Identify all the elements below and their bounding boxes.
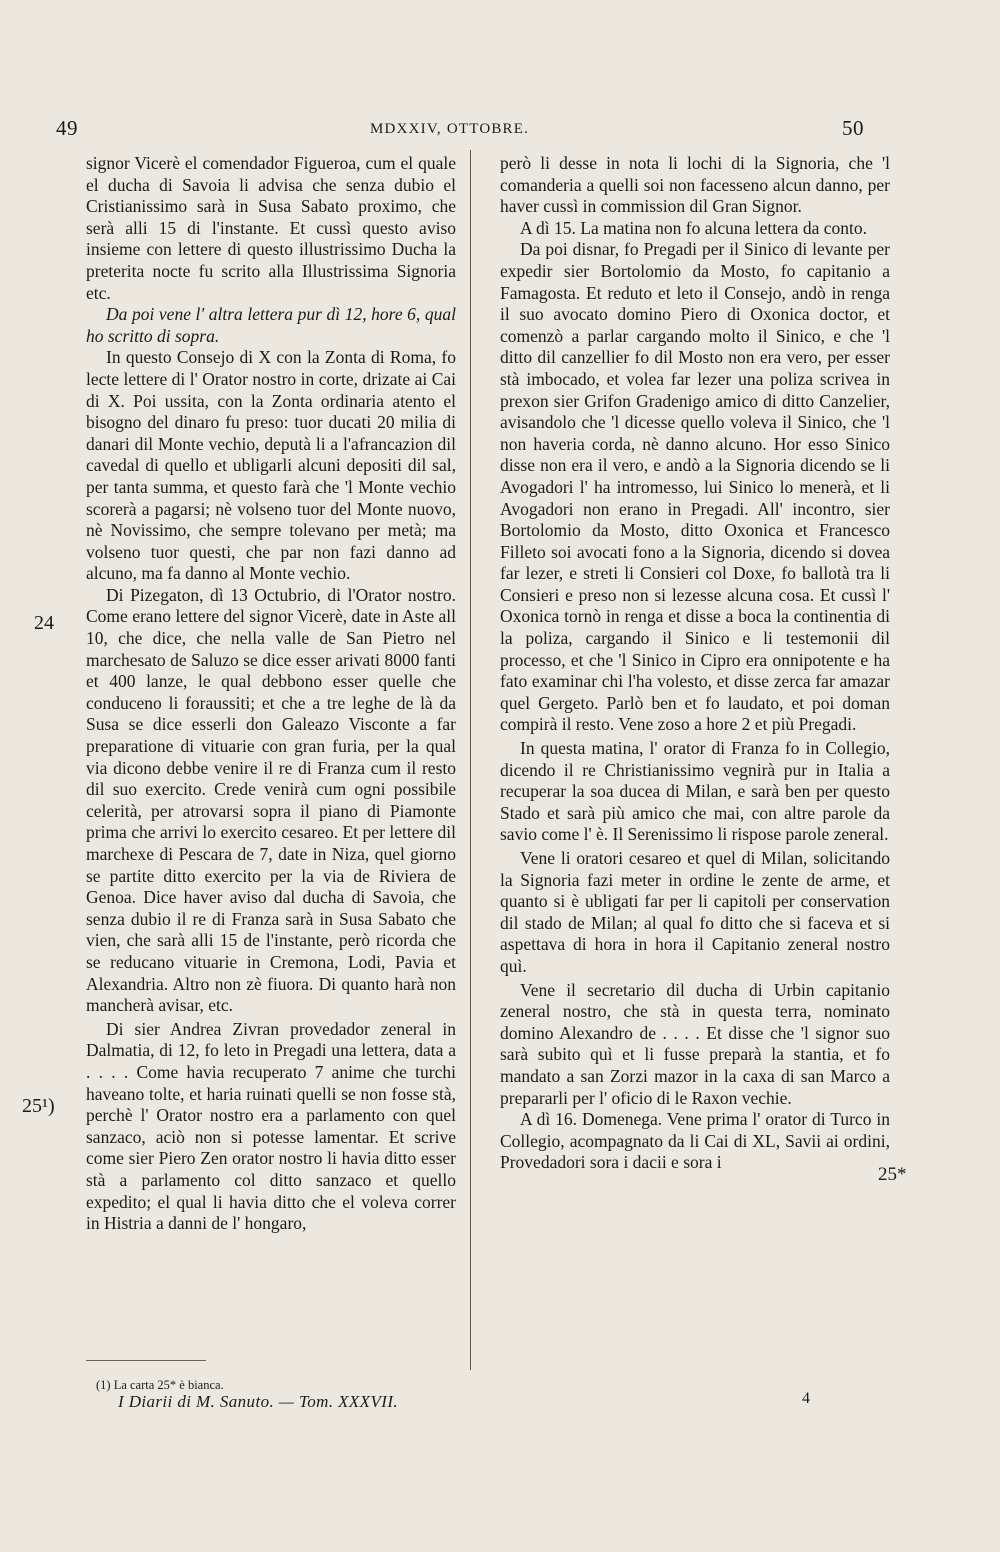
- column-divider: [470, 150, 471, 1370]
- paragraph: signor Vicerè el comendador Figueroa, cum el quale el ducha di Savoia li advisa che senza dubio el Cristianissimo sarà in Susa Sabato proximo, che serà alli 15 di l'instante. Et cussì questo aviso insieme con lettere di questo illustrissimo Ducha la preterita nocte fu scrito alla Illustrissima Signoria etc.: [86, 153, 456, 303]
- margin-note-24: 24: [34, 612, 54, 634]
- margin-note-25: 25¹): [22, 1095, 55, 1117]
- paragraph: In questo Consejo di X con la Zonta di Roma, fo lecte lettere di l' Orator nostro in corte, drizate ai Cai di X. Poi ussita, con la Zonta ordinaria atento el bisogno del dinaro fu preso: tuor ducati 20 milia di danari dil Monte vechio, deputà li a l'afrancazion dil cavedal di quello et ubligarli alcuni depositi dil sal, per tanta summa, et questo farà che 'l Monte vechio scorerà a pagarsi; nè volseno tuor del Monte nuovo, nè Novissimo, che sempre tolevano per metà; ma volseno tuor questi, che par non fazi danno ad alcuno, ma fa danno al Monte vechio.: [86, 347, 456, 584]
- footnote: (1) La carta 25* è bianca.: [96, 1378, 224, 1392]
- paragraph: Vene il secretario dil ducha di Urbin capitanio zeneral nostro, che stà in questa terra, nominato domino Alexandro de . . . . Et disse che 'l signor suo sarà subito quì et li fusse preparà la stantia, et fo mandato a san Zorzi mazor in la caxa di san Marco a prepararli per l' oficio di le Raxon vechie.: [500, 979, 890, 1108]
- running-title: MDXXIV, OTTOBRE.: [370, 121, 530, 137]
- page-number-left: 49: [56, 116, 78, 140]
- paragraph: Vene li oratori cesareo et quel di Milan, solicitando la Signoria fazi meter in ordine le zente de arme, et quanto si è ubligati far per li capitoli per conservation dil stado de Milan; al qual fo ditto che si faceva et si aspettava di hora in hora il Capitanio zeneral nostro quì.: [500, 848, 890, 976]
- paragraph: A dì 15. La matina non fo alcuna lettera da conto.: [520, 217, 867, 238]
- footnote-rule: [86, 1360, 206, 1361]
- paragraph: Da poi vene l' altra lettera pur dì 12, hore 6, qual ho scritto di sopra.: [86, 304, 456, 346]
- book-footer: I Diarii di M. Sanuto. — Tom. XXXVII.: [118, 1392, 399, 1411]
- left-column: [86, 153, 456, 1235]
- paragraph: però li desse in nota li lochi di la Signoria, che 'l comanderia a quelli soi non facesseno alcun danno, per haver cussì in commission dil Gran Signor.: [500, 153, 890, 217]
- margin-note-25-star: 25*: [878, 1164, 907, 1185]
- right-column: [500, 153, 890, 1174]
- paragraph: Da poi disnar, fo Pregadi per il Sinico di levante per expedir sier Bortolomio da Mosto, fo capitanio a Famagosta. Et reduto et leto il Consejo, andò in renga il suo avocato domino Piero di Oxonica doctor, et comenzò a parlar cargando molto il Sinico, e che 'l ditto dil canzellier fo dil Mosto non era vero, per esser stà imbocado, et volea far lezer una poliza scrivea in prexon sier Grifon Gradenigo amico di ditto Canzelier, avisandolo che 'l dicesse quello voleva il Sinico, che 'l non haveria corda, nè danno alcuno. Hor esso Sinico disse non era il vero, e andò a la Signoria dicendo se li Avogadori l' ha intromesso, lui Sinico lo menerà, et li Avogadori non erano in Pregadi. All' incontro, sier Bortolomio da Mosto, ditto Oxonica et Francesco Filleto soi avocati fono a la Signoria, dicendo si dovea far lezer, e streti li Consieri col Doxe, fo ballotà tra li Consieri e preso non si lezesse alcuna cosa. Et cussì l' Oxonica tornò in renga et disse a boca la continentia di la poliza, cargando il Sinico e li testemonii dil processo, et che 'l Sinico in Cipro era onnipotente e ha fato examinar chi l'ha volesto, et disse zerca far amazar quel Gergeto. Parlò ben et fo laudato, et poi doman compirà il resto. Vene zoso a hore 2 et più Pregadi.: [500, 239, 890, 735]
- paragraph: Di Pizegaton, dì 13 Octubrio, di l'Orator nostro. Come erano lettere del signor Vicerè, date in Aste all 10, che dice, che nella valle de San Pietro nel marchesato de Saluzo se dice esser arivati 8000 fanti et 400 lanze, le qual debbono esser quelle che conduceno li foraussiti; et che a tre leghe de là da Susa se dice esserli don Galeazo Visconte a far preparatione di vituarie con gran furia, per la qual via dicono debbe venire il re di Franza cum il resto dil suo exercito. Crede venirà cum ogni possibile celerità, per atrovarsi sopra il piano di Piamonte prima che arrivi lo exercito cesareo. Et per lettere dil marchexe di Pescara de 7, date in Niza, quel giorno se partite ditto exercito per la via de Riviera de Genoa. Dice haver aviso dal ducha di Savoia, che senza dubio il re di Franza sarà in Susa Sabato che vien, che sarà alli 15 de l'instante, però ricorda che se reducano vituarie in Cremona, Lodi, Pavia et Alexandria. Altro non zè fiuora. Di quanto harà non mancherà avisar, etc.: [86, 584, 456, 1016]
- page-number-right: 50: [842, 116, 864, 140]
- paragraph: In questa matina, l' orator di Franza fo in Collegio, dicendo il re Christianissimo vegnirà pur in Italia a recuperar la soa ducea di Milan, e sarà ben per questo Stado et sarà più amico che mai, con altre parole da savio come l' è. Il Serenissimo li rispose parole zeneral.: [500, 738, 890, 845]
- signature-number: 4: [802, 1390, 810, 1407]
- paragraph: A dì 16. Domenega. Vene prima l' orator di Turco in Collegio, acompagnato da li Cai di XL, Savii ai ordini, Provedadori sora i dacii e sora i: [500, 1109, 890, 1173]
- paragraph: Di sier Andrea Zivran provedador zeneral in Dalmatia, di 12, fo leto in Pregadi una lettera, data a . . . . Come havia recuperato 7 anime che turchi haveano tolte, et haria ruinati quelli se non fosse stà, perchè l' Orator nostro era a parlamento con quel sanzaco, aciò non si potesse lamentar. Et scrive come sier Piero Zen orator nostro li havia ditto esser stà a parlamento col ditto sanzaco et quello expedito; el qual li havia ditto che el voleva correr in Histria a danni de l' hongaro,: [86, 1018, 456, 1234]
